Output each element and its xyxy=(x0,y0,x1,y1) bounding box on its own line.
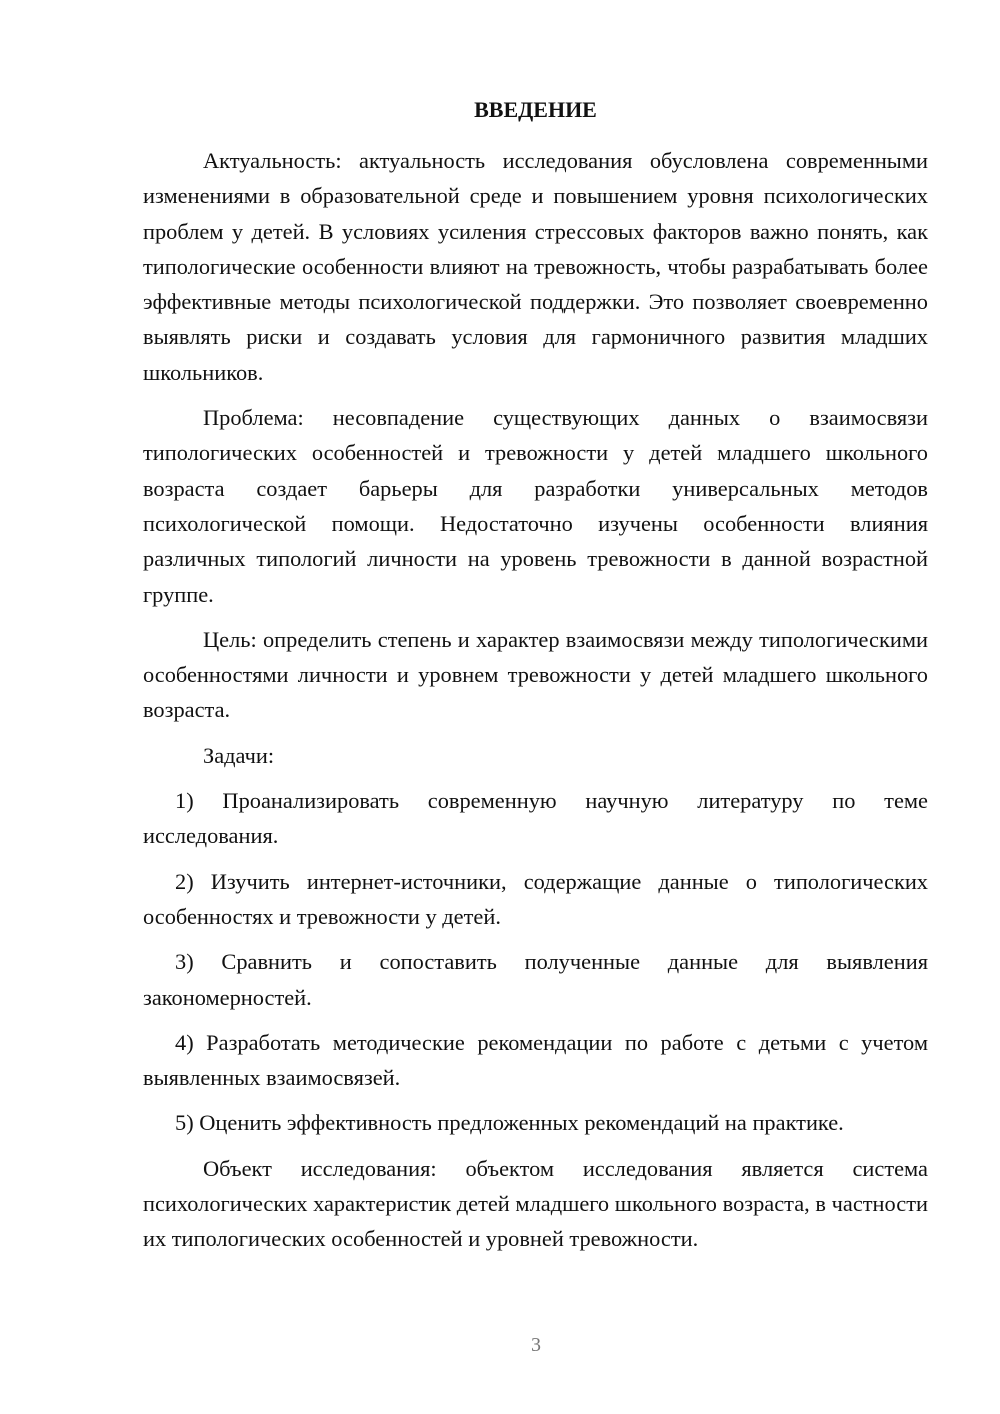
page-number: 3 xyxy=(531,1334,541,1356)
task-item-2: 2) Изучить интернет-источники, содержащие данные о типологических особенностях и тревожности у детей. xyxy=(143,868,928,929)
task-item-1: 1) Проанализировать современную научную литературу по теме исследования. xyxy=(143,788,928,849)
problem-paragraph: Проблема: несовпадение существующих данных о взаимосвязи типологических особенностей и тревожности у детей младшего школьного возраста создает барьеры для разработки универсальных методов психологической помощи. Недостаточно изучены особенности влияния различных типологий личности на уровень тревожности в данной возрастной группе. xyxy=(143,405,928,607)
document-page xyxy=(143,92,928,1267)
task-item-4: 4) Разработать методические рекомендации по работе с детьми с учетом выявленных взаимосвязей. xyxy=(143,1029,928,1091)
object-paragraph: Объект исследования: объектом исследования является система психологических характеристик детей младшего школьного возраста, в частности их типологических особенностей и уровней тревожности. xyxy=(143,1155,928,1252)
goal-paragraph: Цель: определить степень и характер взаимосвязи между типологическими особенностями личности и уровнем тревожности у детей младшего школьного возраста. xyxy=(143,626,928,723)
task-item-5: 5) Оценить эффективность предложенных рекомендаций на практике. xyxy=(175,1110,844,1136)
task-item-3: 3) Сравнить и сопоставить полученные данные для выявления закономерностей. xyxy=(143,949,928,1010)
tasks-heading: Задачи: xyxy=(203,742,275,768)
section-title: ВВЕДЕНИЕ xyxy=(474,97,597,122)
relevance-paragraph: Актуальность: актуальность исследования обусловлена современными изменениями в образовательной среде и повышением уровня психологических проблем у детей. В условиях усиления стрессовых факторов важно понять, как типологические особенности влияют на тревожность, чтобы разрабатывать более эффективные методы психологической поддержки. Это позволяет своевременно выявлять риски и создавать условия для гармоничного развития младших школьников. xyxy=(143,148,928,385)
